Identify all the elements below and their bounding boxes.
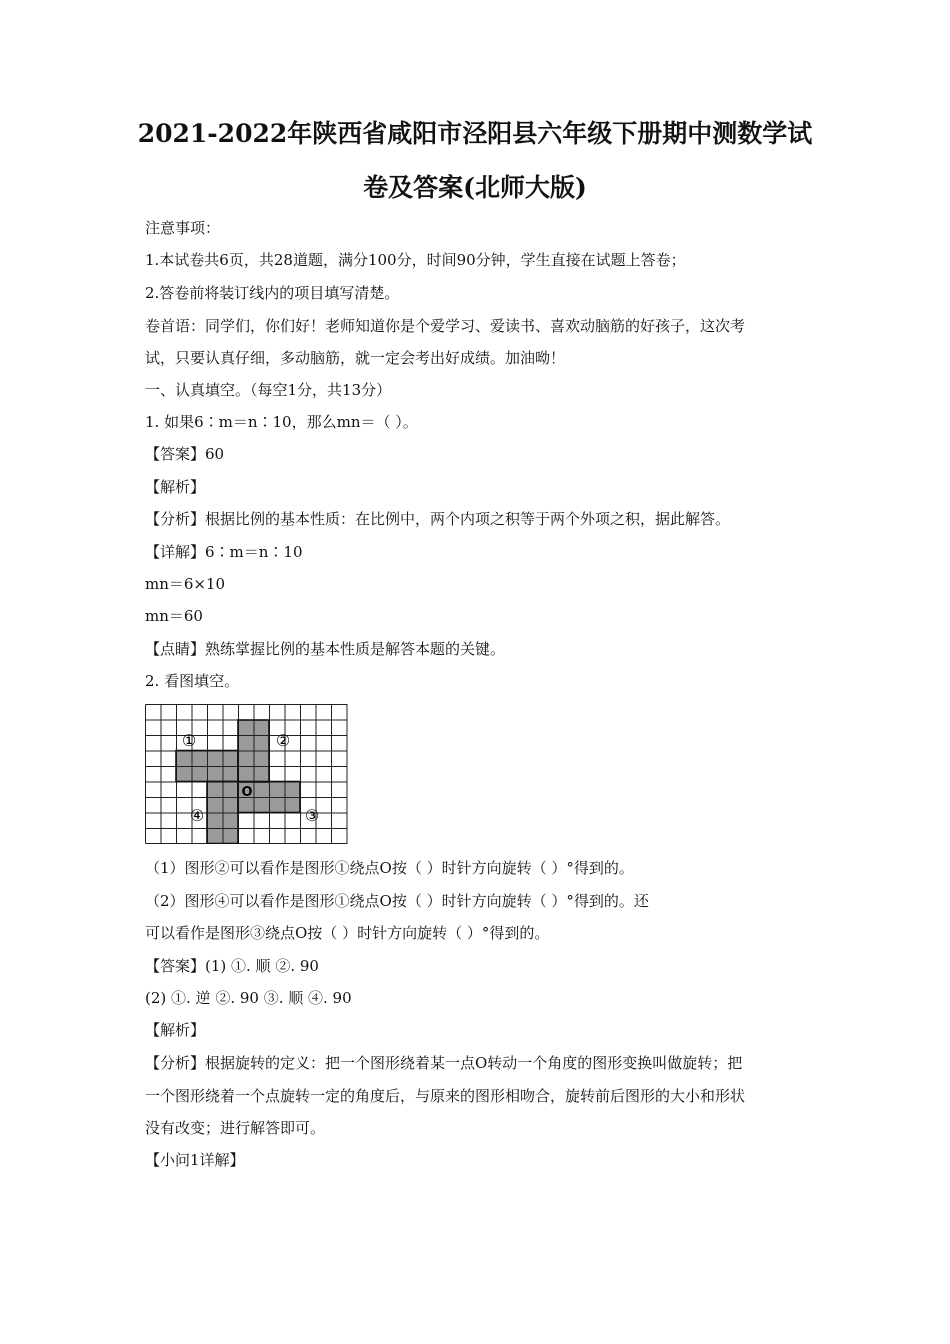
preface-line-1: 卷首语：同学们，你们好！老师知道你是个爱学习、爱读书、喜欢动脑筋的好孩子，这次考 xyxy=(145,317,746,335)
label-circle-1: ① xyxy=(181,731,197,750)
grid-svg xyxy=(145,704,348,844)
q1-dianjing: 【点睛】熟练掌握比例的基本性质是解答本题的关键。 xyxy=(145,640,506,658)
q2-sub2-line2: 可以看作是图形③绕点O按（ ）时针方向旋转（ ）°得到的。 xyxy=(145,924,550,942)
notice-item-2: 2.答卷前将装订线内的项目填写清楚。 xyxy=(145,284,400,302)
q1-step-1: mn＝6×10 xyxy=(145,575,226,593)
q2-question: 2. 看图填空。 xyxy=(145,672,240,690)
rotation-grid-figure xyxy=(145,704,348,844)
q1-analysis-label: 【解析】 xyxy=(145,478,206,496)
q2-small-question-1: 【小问1详解】 xyxy=(145,1151,245,1169)
q2-sub2-line1: （2）图形④可以看作是图形①绕点O按（ ）时针方向旋转（ ）°得到的。还 xyxy=(145,892,649,910)
q1-question: 1. 如果6∶m＝n∶10，那么mn＝（ ）。 xyxy=(145,413,418,431)
q1-answer: 【答案】60 xyxy=(145,445,225,463)
label-circle-3: ③ xyxy=(304,806,320,825)
document-title-line1: 2021-2022年陕西省咸阳市泾阳县六年级下册期中测数学试 xyxy=(137,119,813,148)
q1-detail: 【详解】6∶m＝n∶10 xyxy=(145,543,303,561)
q1-fenxi: 【分析】根据比例的基本性质：在比例中，两个内项之积等于两个外项之积，据此解答。 xyxy=(145,510,731,528)
section-heading: 一、认真填空。（每空1分，共13分） xyxy=(145,381,392,399)
notice-item-1: 1.本试卷共6页，共28道题，满分100分，时间90分钟，学生直接在试题上答卷； xyxy=(145,251,686,269)
center-point-o: O xyxy=(241,785,253,800)
document-title-line2: 卷及答案(北师大版) xyxy=(363,173,587,202)
q2-answer-1: 【答案】(1) ①. 顺 ②. 90 xyxy=(145,957,319,975)
q2-fenxi-line1: 【分析】根据旋转的定义：把一个图形绕着某一点O转动一个角度的图形变换叫做旋转；把 xyxy=(145,1054,743,1072)
q1-step-2: mn＝60 xyxy=(145,607,203,625)
q2-analysis-label: 【解析】 xyxy=(145,1021,206,1039)
label-circle-2: ② xyxy=(275,731,291,750)
label-circle-4: ④ xyxy=(189,806,205,825)
q2-sub1: （1）图形②可以看作是图形①绕点O按（ ）时针方向旋转（ ）°得到的。 xyxy=(145,859,634,877)
q2-answer-2: (2) ①. 逆 ②. 90 ③. 顺 ④. 90 xyxy=(145,989,352,1007)
q2-fenxi-line3: 没有改变；进行解答即可。 xyxy=(145,1119,326,1137)
preface-line-2: 试，只要认真仔细，多动脑筋，就一定会考出好成绩。加油呦！ xyxy=(145,349,566,367)
notice-heading: 注意事项： xyxy=(145,219,221,237)
q2-fenxi-line2: 一个图形绕着一个点旋转一定的角度后，与原来的图形相吻合，旋转前后图形的大小和形状 xyxy=(145,1087,746,1105)
